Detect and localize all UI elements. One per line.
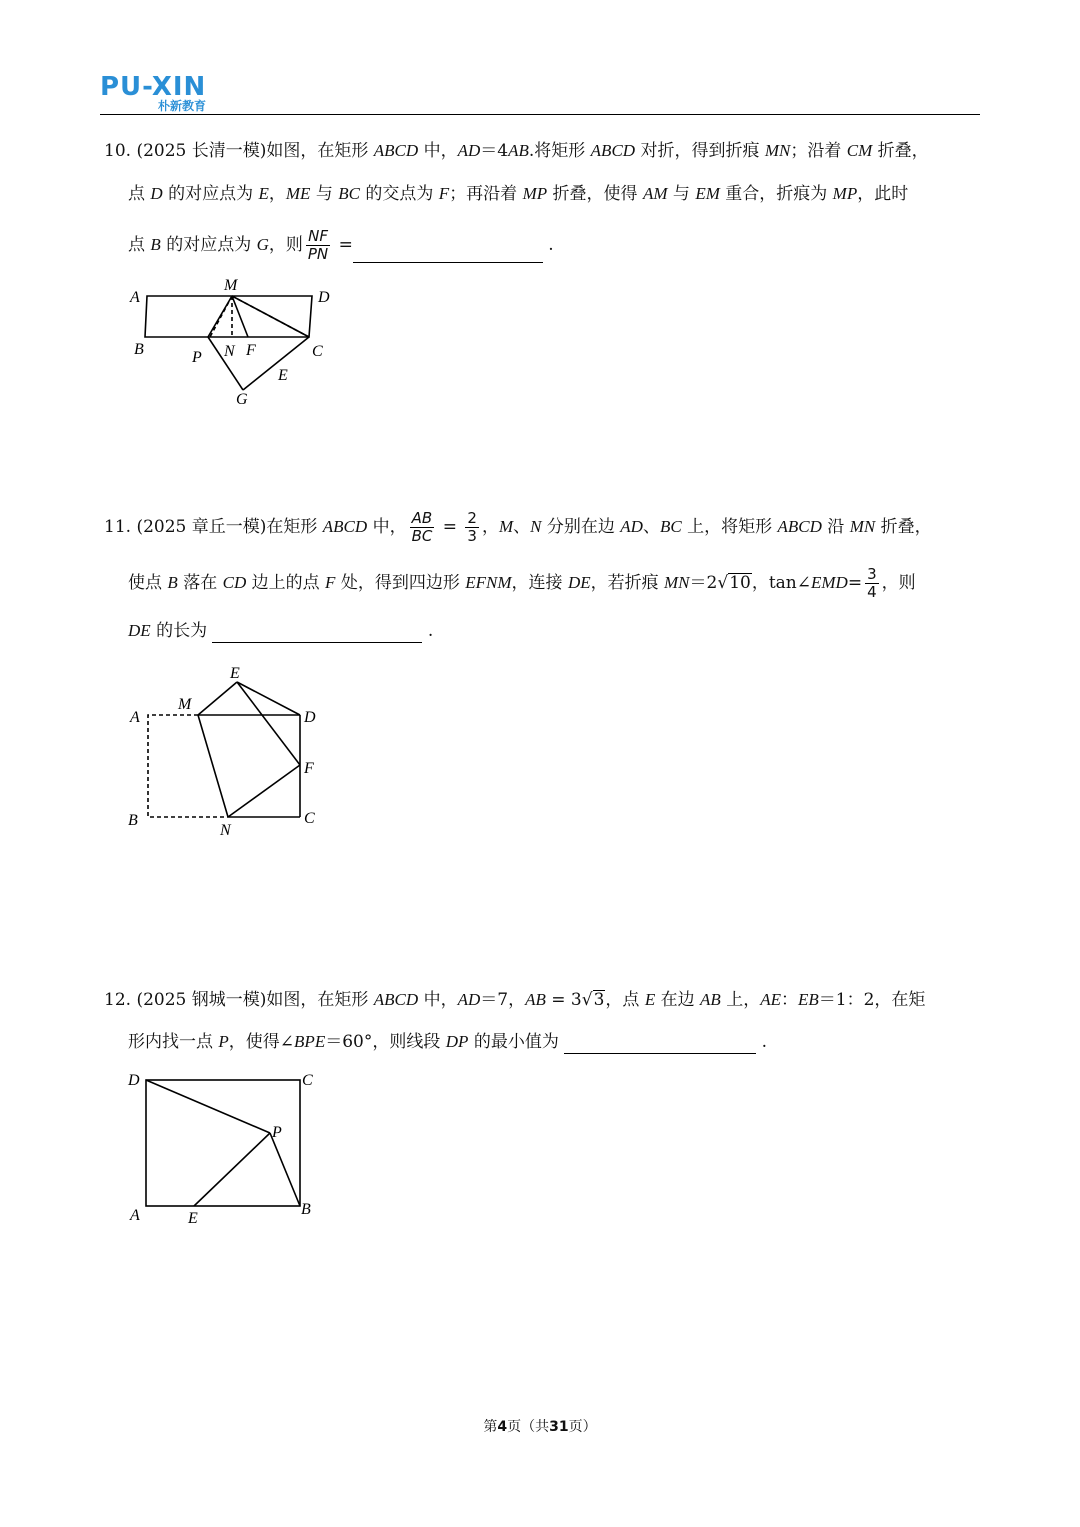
logo [100, 74, 230, 114]
q11-dashed-original [148, 715, 228, 817]
q11-label-D: D [304, 709, 316, 726]
q10-label-P: P [192, 349, 202, 366]
logo-subtext: 朴新教育 [158, 99, 207, 113]
q10-line-2: 点 D 的对应点为 E，ME 与 BC 的交点为 F；再沿着 MP 折叠，使得 AM 与 EM 重合，折痕为 MP，此时 [128, 184, 909, 204]
q10-label-D: D [318, 289, 330, 306]
q10-label-M: M [224, 277, 238, 294]
q11-label-E: E [230, 665, 240, 682]
q10-label-C: C [312, 343, 323, 360]
q11-label-F: F [304, 760, 314, 777]
q12-line-1: 12. (2025 钢城一模)如图，在矩形 ABCD 中，AD＝7，AB = 3√3，点 E 在边 AB 上，AE：EB＝1：2，在矩 [104, 990, 926, 1010]
q11-segment-EF [237, 682, 300, 765]
q10-line-3: 点 B 的对应点为 G，则 $\frac{NF}{PN}$ = . [128, 227, 554, 263]
q12-label-C: C [302, 1072, 313, 1089]
logo-text: PU-XIN [100, 72, 207, 102]
q11-label-C: C [304, 810, 315, 827]
q12-label-A: A [130, 1207, 140, 1224]
q10-figure [120, 270, 350, 415]
q12-figure [120, 1065, 330, 1230]
q11-segment-ED [237, 682, 300, 715]
header-divider [100, 114, 980, 115]
q10-label-G: G [236, 391, 248, 408]
q11-segment-ME [198, 682, 237, 715]
q10-label-B: B [134, 341, 144, 358]
q12-segment-DP [146, 1080, 270, 1133]
q11-line-3: DE 的长为 . [128, 621, 434, 641]
q11-segment-NF [228, 765, 300, 817]
q12-rectangle [146, 1080, 300, 1206]
q10-label-A: A [130, 289, 140, 306]
page-number: 第4页（共31页） [483, 1419, 597, 1435]
fraction-3-4: $\frac{3}{4}$ [867, 565, 877, 601]
q12-label-P: P [272, 1124, 282, 1141]
q12-segment-PB [270, 1133, 300, 1206]
q11-label-B: B [128, 812, 138, 829]
fraction-2-3: $\frac{2}{3}$ [467, 509, 477, 545]
q12-label-D: D [128, 1072, 140, 1089]
answer-blank-q11[interactable] [212, 626, 422, 643]
fraction-nf-pn: $\frac{NF}{PN}$ [307, 227, 329, 263]
q10-label-F: F [246, 342, 256, 359]
q11-line-2: 使点 B 落在 CD 边上的点 F 处，得到四边形 EFNM，连接 DE，若折痕 MN＝2√10，tan∠EMD= $\frac{3}{4}$ ，则 [128, 565, 916, 601]
q11-label-N: N [220, 822, 231, 839]
q11-label-M: M [178, 696, 192, 713]
q10-label-E: E [278, 367, 288, 384]
q10-label-N: N [224, 343, 235, 360]
fraction-ab-bc: $\frac{AB}{BC}$ [411, 509, 433, 545]
q10-line-1: 10. (2025 长清一模)如图，在矩形 ABCD 中，AD＝4AB.将矩形 ABCD 对折，得到折痕 MN；沿着 CM 折叠， [104, 141, 929, 161]
answer-blank-q12[interactable] [564, 1037, 756, 1054]
q12-label-E: E [188, 1210, 198, 1227]
q12-segment-PE [194, 1133, 270, 1206]
q10-segment-MF [232, 296, 248, 337]
answer-blank-q10[interactable] [353, 246, 543, 263]
q11-line-1: 11. (2025 章丘一模)在矩形 ABCD 中， $\frac{AB}{BC}$ = $\frac{2}{3}$ ，M、N 分别在边 AD、BC 上，将矩形 ABCD 沿 MN 折叠， [104, 509, 932, 545]
q12-line-2: 形内找一点 P，使得∠BPE＝60°，则线段 DP 的最小值为 . [128, 1032, 768, 1052]
q11-figure [120, 660, 340, 845]
q11-fold-MN [198, 715, 228, 817]
q12-label-B: B [301, 1201, 311, 1218]
q11-label-A: A [130, 709, 140, 726]
